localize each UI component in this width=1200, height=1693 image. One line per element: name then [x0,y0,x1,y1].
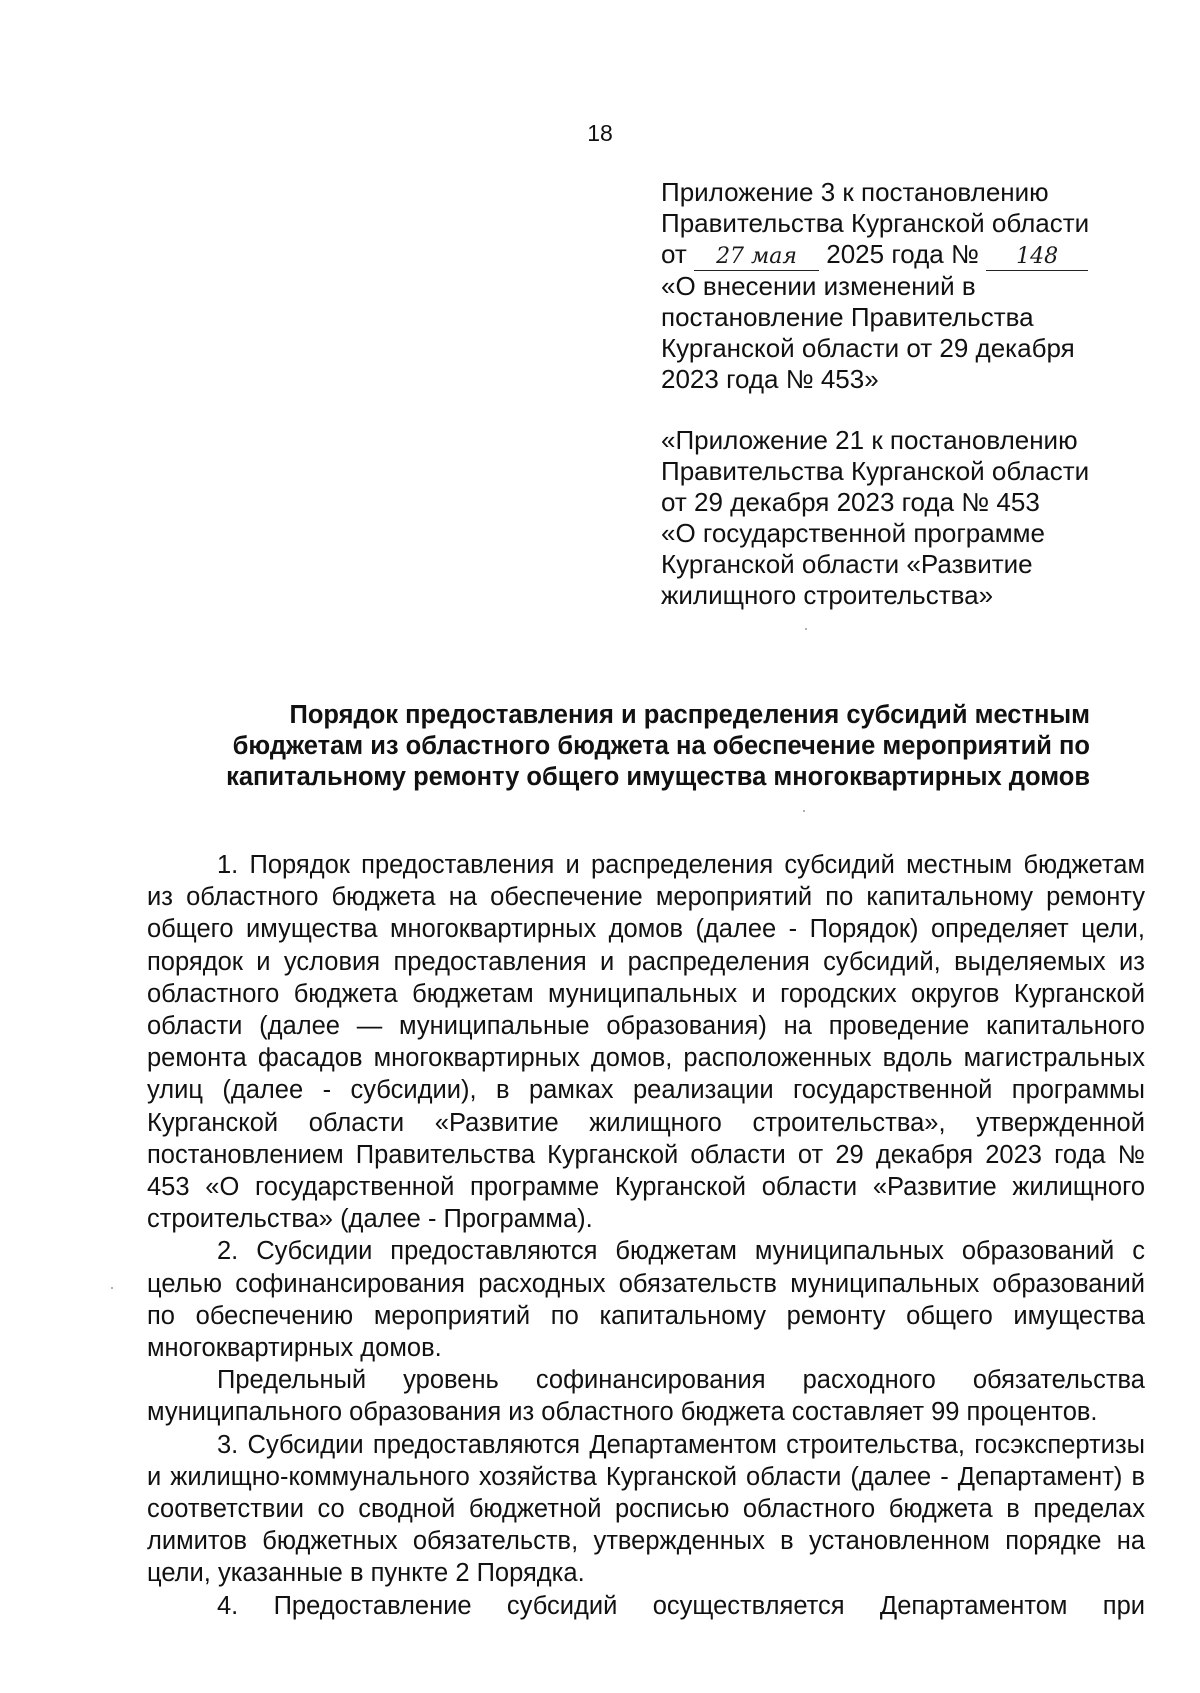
appendix-1-line-2: Правительства Курганской области [661,208,1090,238]
paragraph-4: 3. Субсидии предоставляются Департаментом строительства, госэкспертизы и жилищно-коммунального хозяйства Курганской области (далее - Департамент) в соответствии со сводной бюджетной росписью областного бюджета в пределах лимитов бюджетных обязательств, утвержденных в установленном порядке на цели, указанные в пункте 2 Порядка. [147,1430,1145,1588]
appendix-2-line-6: жилищного строительства» [661,580,994,610]
appendix-1-line-6: Курганской области от 29 декабря [661,333,1075,363]
appendix-2-line-1: «Приложение 21 к постановлению [661,425,1078,455]
appendix-2-line-2: Правительства Курганской области [661,456,1090,486]
appendix-2-line-3: от 29 декабря 2023 года № 453 [661,487,1040,517]
appendix-header-amendment [661,177,1121,395]
page-number: 18 [587,120,613,146]
title-line-3: капитальному ремонту общего имущества многоквартирных домов [226,763,1090,791]
title-line-1: Порядок предоставления и распределения субсидий местным [289,701,1090,729]
date-prefix: от [661,239,687,269]
paragraph-2: 2. Субсидии предоставляются бюджетам муниципальных образований с целью софинансирования расходных обязательств муниципальных образований по обеспечению мероприятий по капитальному ремонту общего имущества многоквартирных домов. [147,1237,1145,1363]
paragraph-5: 4. Предоставление субсидий осуществляется Департаментом при [217,1591,1145,1620]
handwritten-date: 27 мая [694,244,819,271]
appendix-1-line-5: постановление Правительства [661,302,1034,332]
appendix-1-line-1: Приложение 3 к постановлению [661,177,1049,207]
document-title [150,700,1090,793]
appendix-1-line-4: «О внесении изменений в [661,271,976,301]
appendix-header-original [661,425,1121,611]
document-body [147,849,1145,1622]
scan-speck [803,810,805,812]
year-and-number-label: 2025 года № [826,239,979,269]
title-line-2: бюджетам из областного бюджета на обеспечение мероприятий по [232,732,1090,760]
appendix-1-line-7: 2023 года № 453» [661,364,879,394]
paragraph-3: Предельный уровень софинансирования расходного обязательства муниципального образования из областного бюджета составляет 99 процентов. [147,1366,1145,1427]
appendix-2-line-4: «О государственной программе [661,518,1045,548]
paragraph-1: 1. Порядок предоставления и распределения субсидий местным бюджетам из областного бюджета на обеспечение мероприятий по капитальному ремонту общего имущества многоквартирных домов (далее - Порядок) определяет цели, порядок и условия предоставления и распределения субсидий, выделяемых из областного бюджета бюджетам муниципальных и городских округов Курганской области (далее — муниципальные образования) на проведение капитального ремонта фасадов многоквартирных домов, расположенных вдоль магистральных улиц (далее - субсидии), в рамках реализации государственной программы Курганской области «Развитие жилищного строительства», утвержденной постановлением Правительства Курганской области от 29 декабря 2023 года № 453 «О государственной программе Курганской области «Развитие жилищного строительства» (далее - Программа). [147,851,1145,1234]
scan-speck [805,628,807,630]
appendix-1-line-3 [661,239,1121,271]
scan-speck [111,1287,113,1289]
appendix-2-line-5: Курганской области «Развитие [661,549,1033,579]
handwritten-number: 148 [986,244,1088,271]
